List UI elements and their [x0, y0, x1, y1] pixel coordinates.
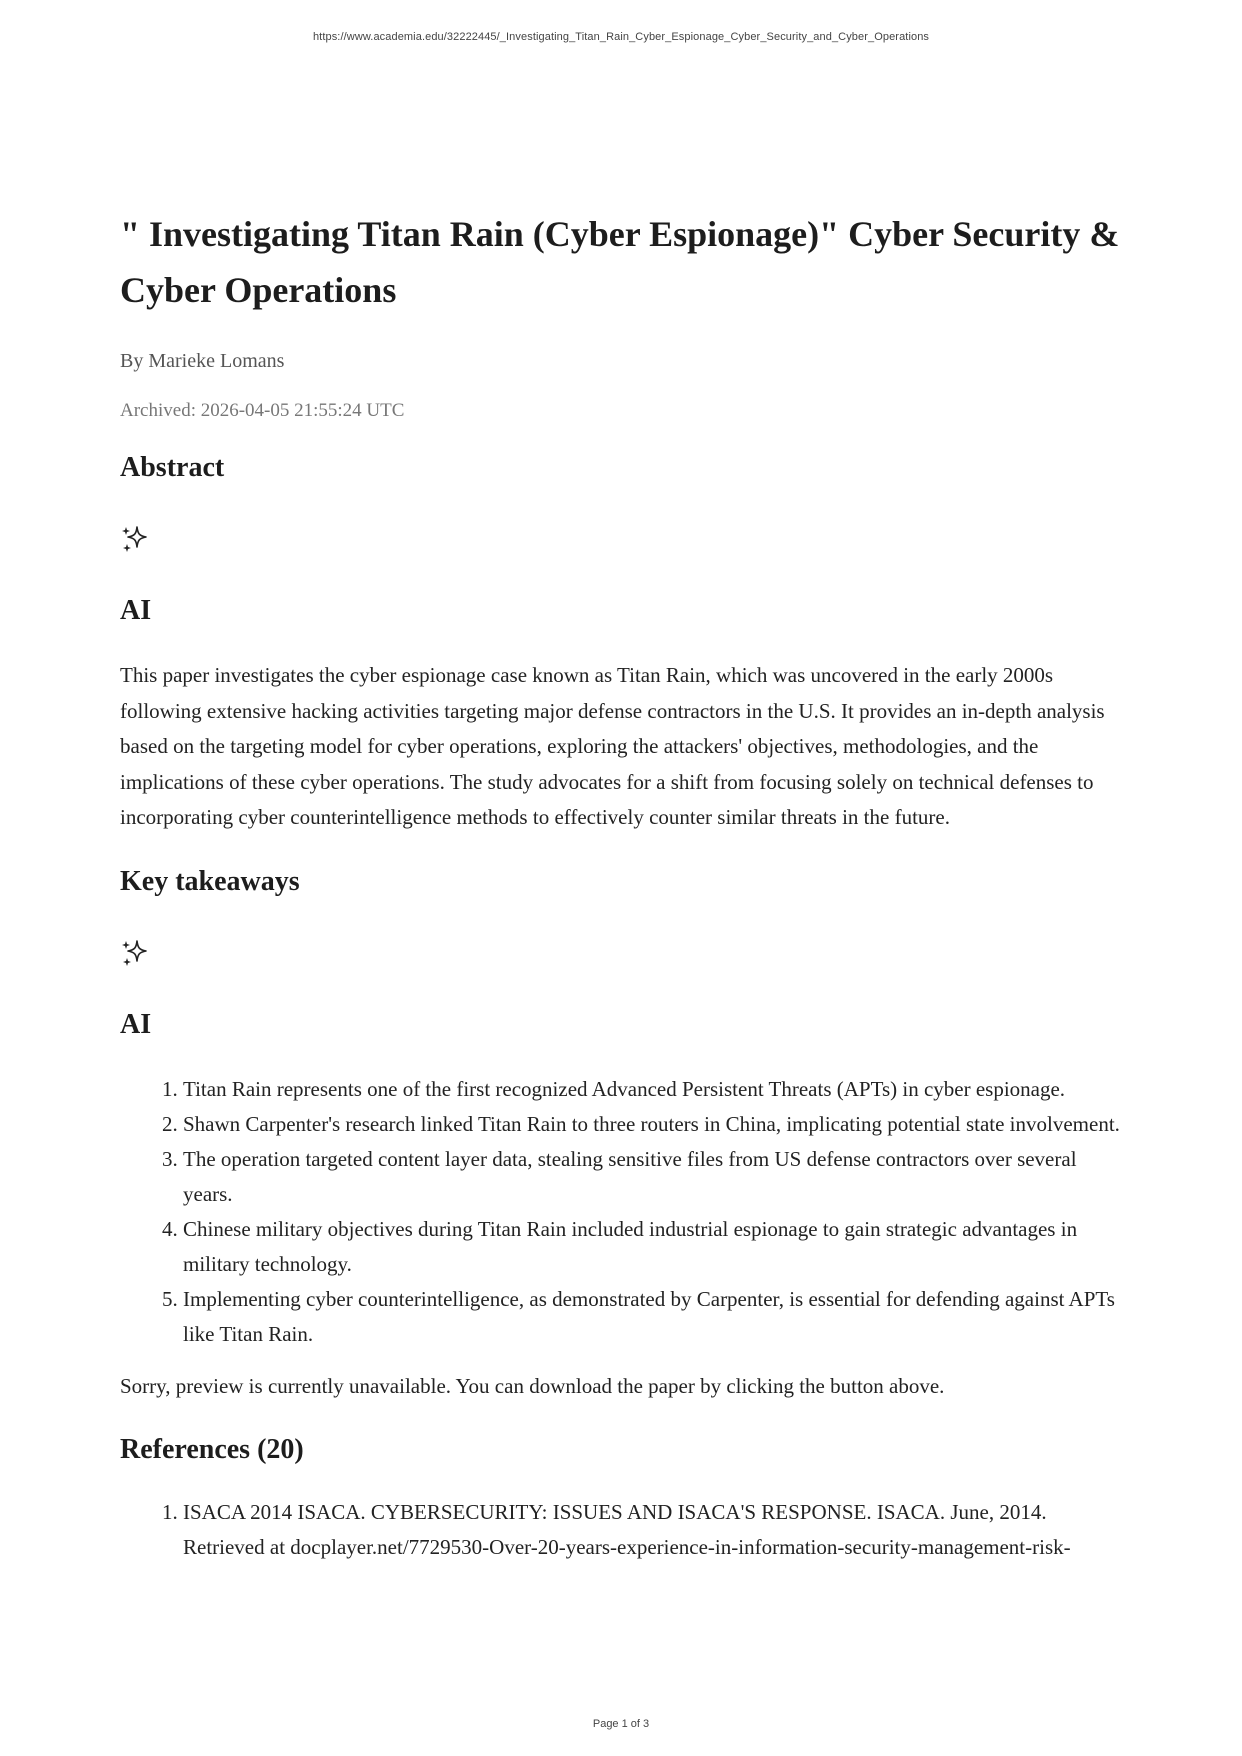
list-item: 3. The operation targeted content layer data, stealing sensitive files from US defense contractors over several years. [183, 1142, 1130, 1212]
abstract-text: This paper investigates the cyber espionage case known as Titan Rain, which was uncovered in the early 2000s following extensive hacking activities targeting major defense contractors in the U.S. It provides an in-depth analysis based on the targeting model for cyber operations, exploring the attackers' objectives, methodologies, and the implications of these cyber operations. The study advocates for a shift from focusing solely on technical defenses to incorporating cyber counterintelligence methods to effectively counter similar threats in the future. [120, 663, 1105, 829]
list-item: 5. Implementing cyber counterintelligence, as demonstrated by Carpenter, is essential for defending against APTs like Titan Rain. [183, 1282, 1130, 1352]
list-item: 2. Shawn Carpenter's research linked Titan Rain to three routers in China, implicating potential state involvement. [183, 1107, 1130, 1142]
ai-label-heading: AI [120, 595, 152, 626]
key-takeaways-list [120, 1072, 1130, 1352]
archived-timestamp: Archived: 2026-04-05 21:55:24 UTC [120, 400, 405, 421]
page-number: Page 1 of 3 [592, 1718, 650, 1730]
page-url-header: https://www.academia.edu/32222445/_Investigating_Titan_Rain_Cyber_Espionage_Cyber_Security_and_Cyber_Operations [312, 31, 930, 43]
abstract-heading: Abstract [120, 452, 225, 483]
page-title: " Investigating Titan Rain (Cyber Espionage)" Cyber Security & Cyber Operations [120, 214, 1120, 310]
reference-item: 1. ISACA 2014 ISACA. CYBERSECURITY: ISSUES AND ISACA'S RESPONSE. ISACA. June, 2014. Retrieved at docplayer.net/7729530-Over-20-years-experience-in-information-security-management-risk- [183, 1495, 1130, 1565]
list-item: 1. Titan Rain represents one of the first recognized Advanced Persistent Threats (APTs) in cyber espionage. [183, 1072, 1130, 1107]
references-heading: References (20) [120, 1433, 304, 1465]
sparkle-icon [120, 939, 148, 967]
ai-label-heading: AI [120, 1008, 152, 1040]
author-byline: By Marieke Lomans [120, 350, 285, 372]
article-content [120, 206, 1130, 1565]
sparkle-icon [120, 525, 148, 553]
list-item: 4. Chinese military objectives during Titan Rain included industrial espionage to gain strategic advantages in military technology. [183, 1212, 1130, 1282]
key-takeaways-heading: Key takeaways [120, 865, 300, 897]
references-list [120, 1495, 1130, 1565]
preview-unavailable-note: Sorry, preview is currently unavailable. You can download the paper by clicking the button above. [120, 1373, 945, 1398]
